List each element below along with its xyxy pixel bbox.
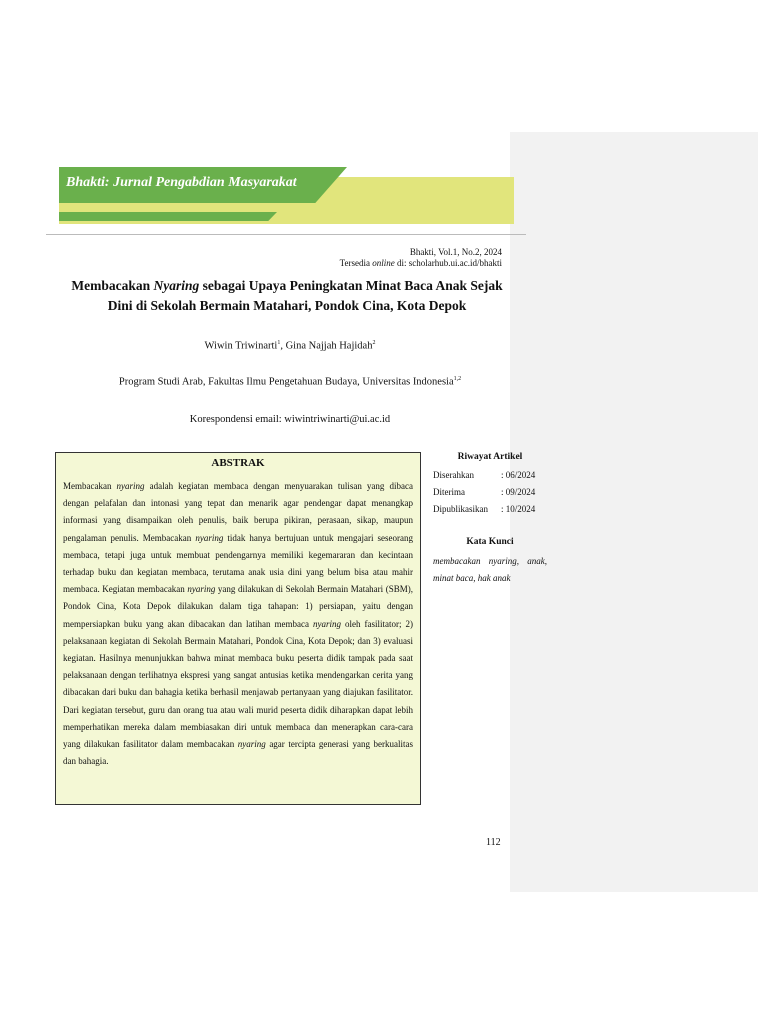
abstract-emphasis: nyaring bbox=[187, 584, 216, 595]
abstract-emphasis: nyaring bbox=[312, 618, 341, 629]
title-part1: Membacakan bbox=[71, 278, 154, 293]
title-part2: sebagai Upaya Peningkatan Minat Baca Anak Sejak Dini di Sekolah Bermain Matahari, Pondok Cina, Kota Depok bbox=[107, 278, 503, 313]
abstract-emphasis: nyaring bbox=[195, 532, 224, 543]
journal-banner bbox=[59, 167, 514, 224]
history-row-published bbox=[433, 504, 535, 514]
abstract-text: oleh fasilitator; 2) pelaksanaan kegiatan di Sekolah Bermain Matahari, Pondok Cina, Kota Depok; dan 3) evaluasi kegiatan. Hasilnya menunjukkan bahwa minat membaca buku peserta didik tampak pada saat pelaksanaan dengan terlihatnya ekspresi yang sangat antusias ketika mendengarkan cerita yang dibacakan dari buku dan bahagia ketika berhasil menjawab pertanyaan yang diajukan fasilitator. Dari kegiatan tersebut, guru dan orang tua atau wali murid peserta didik diharapkan dapat lebih memperhatikan mereka dalam membiasakan diri untuk membaca dan menerapkan cara-cara yang dilakukan fasilitator dalam membacakan bbox=[63, 618, 413, 750]
author-name: Gina Najjah Hajidah bbox=[285, 340, 373, 352]
history-value: : 09/2024 bbox=[501, 487, 536, 497]
author-separator: , bbox=[280, 340, 286, 352]
volume-info: Bhakti, Vol.1, No.2, 2024 bbox=[409, 247, 502, 257]
history-row-submitted bbox=[433, 470, 535, 480]
history-value: : 10/2024 bbox=[501, 504, 536, 514]
abstract-text: adalah kegiatan membaca dengan menyuarakan tulisan yang dibaca dengan pelafalan dan intonasi yang tepat dan menarik agar pendengar dapat menangkap informasi yang disampaikan oleh penulis, baik berupa pikiran, perasaan, sikap, maupun pengalaman penulis. Membacakan bbox=[63, 481, 413, 543]
abstract-body bbox=[63, 478, 413, 770]
online-em: online bbox=[372, 258, 395, 268]
history-value: : 06/2024 bbox=[501, 470, 536, 480]
keywords-list: membacakan nyaring, anak, minat baca, hak anak bbox=[433, 556, 547, 583]
page-number: 112 bbox=[486, 837, 501, 848]
affiliation-superscript: 1,2 bbox=[453, 376, 462, 382]
author-superscript: 2 bbox=[372, 340, 376, 346]
history-row-accepted bbox=[433, 487, 535, 497]
abstract-text: yang dilakukan di Sekolah Bermain Matahari (SBM), Pondok Cina, Kota Depok dilakukan dalam tiga tahapan: 1) persiapan, yaitu dengan mempersiapkan buku yang akan dibacakan dan latihan membaca bbox=[63, 584, 413, 629]
online-availability bbox=[340, 258, 502, 268]
journal-title: Bhakti: Jurnal Pengabdian Masyarakat bbox=[66, 175, 297, 190]
article-history-heading: Riwayat Artikel bbox=[457, 452, 523, 462]
header-divider bbox=[46, 234, 526, 235]
title-em: Nyaring bbox=[153, 278, 200, 293]
abstract-text: tidak hanya bertujuan untuk mengajari seseorang membaca, tetapi juga untuk membuat pendengarnya memiliki kegemararan dan kecintaan terhadap buku dan kegiatan membaca, terutama anak usia dini yang belum bisa atau mahir membaca. Kegiatan membacakan bbox=[63, 532, 413, 595]
affiliation bbox=[60, 376, 520, 388]
affiliation-text: Program Studi Arab, Fakultas Ilmu Pengetahuan Budaya, Universitas Indonesia bbox=[118, 376, 454, 388]
abstract-emphasis: nyaring bbox=[237, 739, 266, 750]
history-label: Diterima bbox=[433, 487, 465, 497]
online-prefix: Tersedia bbox=[339, 258, 373, 268]
article-title bbox=[66, 276, 508, 316]
online-url[interactable]: di: scholarhub.ui.ac.id/bhakti bbox=[394, 258, 502, 268]
author-line bbox=[60, 340, 520, 352]
abstract-heading: ABSTRAK bbox=[211, 457, 265, 469]
side-panel bbox=[510, 132, 758, 892]
keywords-heading: Kata Kunci bbox=[466, 537, 514, 547]
history-label: Diserahkan bbox=[433, 470, 474, 480]
author-name: Wiwin Triwinarti bbox=[204, 340, 278, 352]
history-label: Dipublikasikan bbox=[433, 504, 488, 514]
author-superscript: 1 bbox=[277, 340, 281, 346]
banner-stripe bbox=[59, 212, 277, 221]
abstract-text: agar tercipta generasi yang berkualitas dan bahagia. bbox=[63, 739, 413, 767]
correspondence-email[interactable]: Korespondensi email: wiwintriwinarti@ui.ac.id bbox=[189, 414, 391, 425]
abstract-box bbox=[55, 452, 421, 805]
abstract-text: Membacakan bbox=[63, 481, 117, 491]
abstract-emphasis: nyaring bbox=[116, 481, 145, 491]
